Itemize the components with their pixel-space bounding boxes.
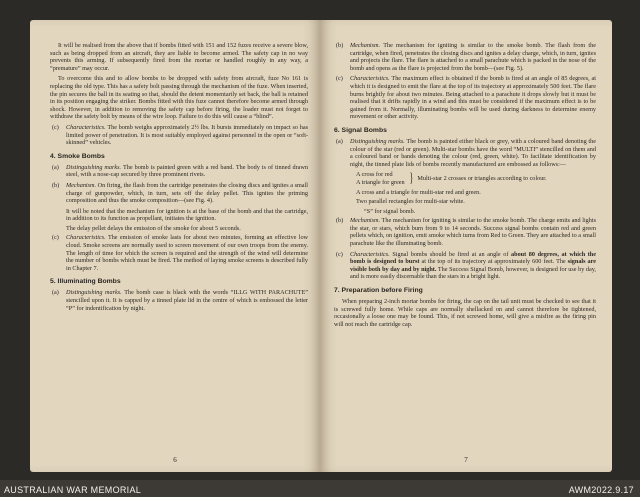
brace-icon: } (408, 170, 414, 186)
item-lead: Mechanism. (66, 181, 97, 189)
item-label: (c) (336, 75, 343, 83)
item-label: (a) (52, 163, 59, 171)
item-label: (a) (336, 137, 343, 145)
section-heading: 6. Signal Bombs (334, 126, 387, 134)
list-item (50, 164, 308, 179)
left-page (30, 20, 320, 472)
item-text: The maximum effect is obtained if the bomb is fired at an angle of 85 degrees, at which it is designed to emit the flare at the top of its trajectory at approximately 500 feet. The flare burns brightly for about two minutes. Being attached to a parachute it drops slowly but it must be realised that it drifts rapidly in a wind and this must be considered if the maximum effect is to be gained from it. Normally, illuminating bombs will be used during darkness to determine enemy movement or other activity. (350, 75, 596, 121)
marking-line: Two parallel rectangles for multi-star white. (356, 198, 465, 206)
item-label: (c) (336, 250, 343, 258)
section-heading: 7. Preparation before Firing (334, 287, 423, 295)
paragraph: To overcome this and to allow bombs to be dropped with safety from aircraft, fuze No 161 is replacing the old type. This has a safety bolt passing through the mechanism of the fuze. When inserted, the pin secures the ball in its seating so that, should the detent momentarily set back, the ball is retained in its position engaging the striker. Bombs fitted with this fuze cannot therefore become armed through shock. However, in addition to removing the safety cap before firing, the loader must not forget to withdraw the safety bolt by means of the wire loop. Failure to do this will cause a “blind”. (50, 75, 308, 121)
list-item (334, 75, 596, 121)
item-lead: Characteristics. (350, 75, 390, 83)
item-lead: Characteristics. (66, 234, 106, 242)
item-label: (c) (52, 123, 59, 131)
item-lead: Characteristics. (350, 250, 390, 258)
marking-line: “S” for signal bomb. (364, 207, 416, 215)
list-item (50, 289, 308, 312)
list-item (334, 42, 596, 72)
list-item (50, 182, 308, 205)
right-page (320, 20, 612, 472)
item-text: The Success Signal Bomb, however, is designed for use by day, and is more easily discernable than the stars in a bright light. (350, 265, 596, 281)
page-number: 7 (464, 456, 468, 464)
paragraph: It will be noted that the mechanism for ignition is at the base of the bomb and that the cartridge, in addition to its function as propellant, initiates the ignition. (66, 207, 308, 223)
item-lead: Distinguishing marks. (350, 137, 405, 145)
item-lead: Characteristics. (66, 123, 106, 131)
item-label: (c) (52, 234, 59, 242)
marking-line: A cross and a triangle for multi-star red and green. (356, 188, 481, 196)
item-text: On firing, the flash from the cartridge penetrates the closing discs and ignites a small charge of gunpowder, which, in turn, sets off the delay pellet. This ignites the priming composition and thus the smoke composition—(see Fig. 4). (66, 181, 308, 205)
list-item (50, 124, 308, 147)
list-item (50, 234, 308, 272)
item-lead: Distinguishing marks. (66, 163, 122, 171)
item-text-bold: about 80 degrees, at which the bomb is designed to burst (350, 250, 596, 266)
item-text: The bomb case is black with the words “ILLG WITH PARACHUTE” stencilled upon it. It is capped by a tinned plate lid in the centre of which is embossed the letter “P” for indentification by night. (66, 289, 308, 312)
item-text-bold: signals are visible both by day and by night. (350, 258, 597, 273)
page-number: 6 (173, 456, 177, 464)
paragraph: The delay pellet delays the emission of the smoke for about 5 seconds. (66, 224, 241, 232)
item-text: at the top of its trajectory at approximately 600 feet. The (419, 258, 568, 266)
list-item (334, 138, 596, 168)
item-lead: Mechanism. (350, 42, 381, 49)
archive-reference: AWM2022.9.17 (568, 485, 634, 495)
marking-line: A cross for red (356, 171, 393, 179)
marking-key (356, 171, 596, 186)
marking-line: A triangle for green (356, 178, 405, 186)
item-text: The mechanism for igniting is similar to the smoke bomb. The charge emits and lights the star, or stars, which burn from 9 to 14 seconds. Success signal bombs contain red and green pellets which, on ignition, emit smoke which turns from Red to Green. They are attached to a small parachute like the illuminating bomb. (350, 217, 596, 248)
section-heading: 5. Illuminating Bombs (50, 278, 121, 286)
item-lead: Mechanism. (350, 217, 381, 225)
item-label: (a) (52, 289, 59, 297)
item-label: (b) (336, 217, 344, 225)
item-lead: Distinguishing marks. (66, 289, 122, 297)
list-item (334, 217, 596, 247)
item-text: The mechanism for igniting is similar to the smoke bomb. The flash from the cartridge, when fired, penetrates the closing discs and ignites a delay charge, which, in turn, ignites and projects the flare. The flare is attached to a small parachute which is packed in the nose of the bomb and opens as the flare is projected from the bomb—(see Fig. 5). (350, 42, 596, 72)
archive-credit: AUSTRALIAN WAR MEMORIAL (4, 485, 142, 495)
item-text: The bomb is painted green with a red band. The body is of tinned drawn steel, with a nose-cap secured by three prominent rivets. (66, 163, 308, 179)
item-text: The bomb is painted either black or grey, with a coloured band denoting the colour of the star (red or green). Multi-star bombs have the word “MULTI” stencilled on them and a coloured band or bands denoting the colour (red, green, white). To facilitate identification by night, the tinned plate lids of bombs recently manufactured are embossed as follows:— (350, 137, 596, 168)
paragraph: It will be realised from the above that if bombs fitted with 151 and 152 fuzes receive a severe blow, such as being dropped from an aircraft, they are liable to become armed. The safety cap in no way prevents this arming. If subsequently fired from the mortar or handled roughly in any way, a “premature” may occur. (50, 42, 308, 72)
item-text: The emission of smoke lasts for about two minutes, forming an effective low cloud. Smoke screens are normally used to screen movement of our own troops from the enemy. The length of time for which the screen is required and the strength of the wind will determine the number of bombs which must be fired. The method of laying smoke screens is described fully in Chapter 7. (66, 234, 308, 272)
paragraph: When preparing 2-inch mortar bombs for firing, the cap on the tail unit must be checked to see that it is screwed fully home. While caps are normally shellacked on and cannot therefore be tightened, occasionally a loose one may be found. This, if not screwed home, will give a misfire as the firing pin will not reach the cartridge cap. (334, 298, 596, 328)
list-item (334, 251, 596, 281)
marking-note: Multi-star 2 crosses or triangles according to colour. (417, 175, 547, 183)
item-text: The bomb weighs approximately 2½ lbs. It bursts immediately on impact so has limited power of penetration. It is most suitably employed against personnel in the open or “soft-skinned” vehicles. (66, 123, 308, 147)
item-text: Signal bombs should be fired at an angle of (389, 250, 512, 258)
item-label: (b) (52, 181, 60, 189)
item-label: (b) (336, 42, 344, 49)
section-heading: 4. Smoke Bombs (50, 152, 105, 160)
